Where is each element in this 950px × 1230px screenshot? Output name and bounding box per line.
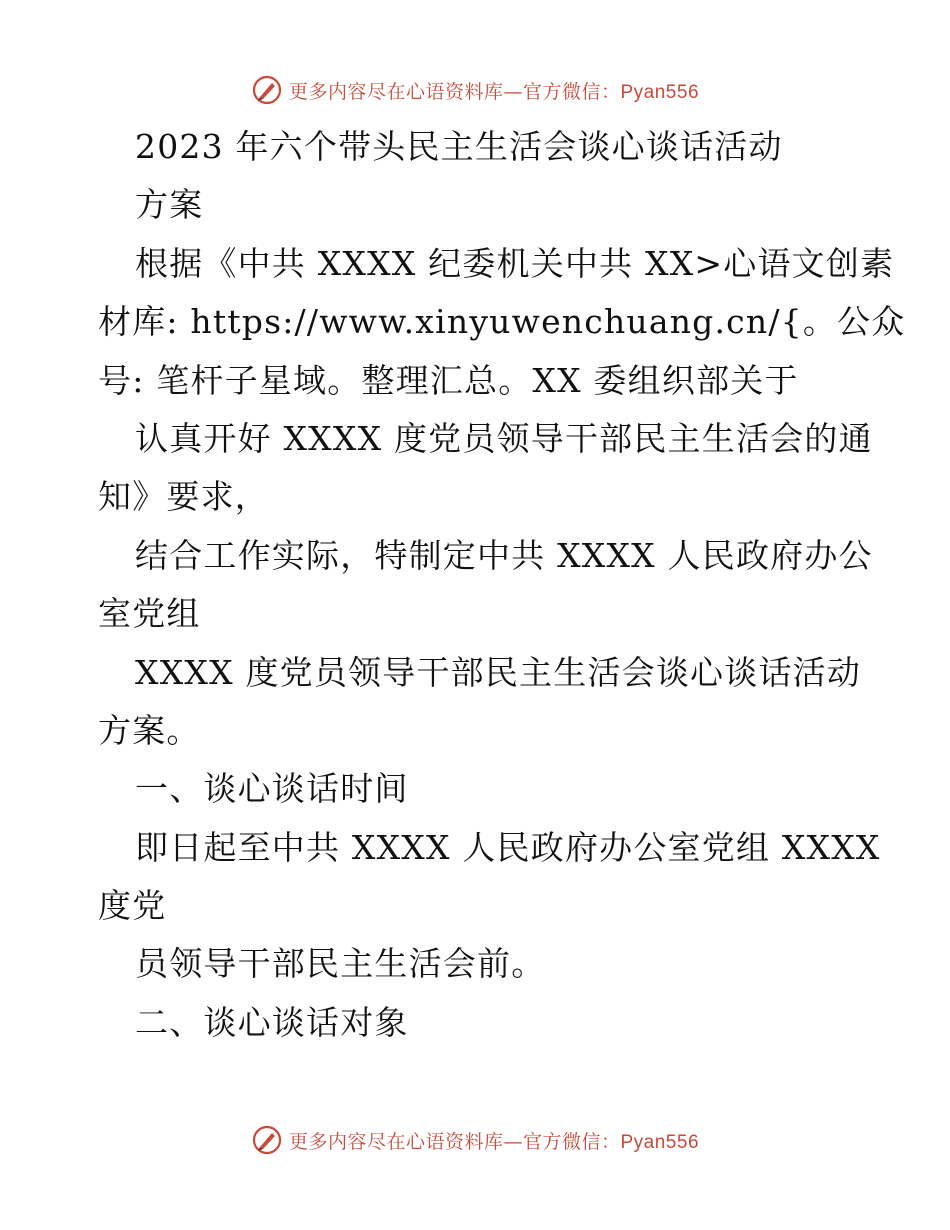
paragraph-line: 根据《中共 XXXX 纪委机关中共 XX>心语文创素 [135,243,895,283]
footer-watermark [251,1124,699,1156]
paragraph-line: 号: 笔杆子星域。整理汇总。XX 委组织部关于 [98,360,799,400]
paragraph-line: 材库: https://www.xinyuwenchuang.cn/{。公众 [98,302,906,342]
header-watermark-banner [0,70,950,110]
watermark-text: 更多内容尽在心语资料库—官方微信：Pyan556 [288,80,700,103]
footer-watermark-banner [0,1120,950,1160]
doc-title-line-2: 方案 [135,185,204,225]
doc-title-line-1: 2023 年六个带头民主生活会谈心谈话活动 [135,127,783,166]
paragraph-line: 方案。 [98,710,201,750]
paragraph-line: 知》要求， [98,477,269,517]
paragraph-line: 员领导干部民主生活会前。 [135,944,546,984]
paragraph-line: 室党组 [98,594,201,634]
paragraph-line: XXXX 度党员领导干部民主生活会谈心谈话活动 [135,652,862,692]
document-body [98,118,906,1052]
header-watermark [251,74,699,106]
paragraph-line: 即日起至中共 XXXX 人民政府办公室党组 XXXX [135,827,881,867]
paragraph-line: 结合工作实际，特制定中共 XXXX 人民政府办公 [135,535,873,575]
pen-logo-icon [251,1124,283,1156]
section-heading-2: 二、谈心谈话对象 [135,1002,409,1042]
watermark-text: 更多内容尽在心语资料库—官方微信：Pyan556 [288,1130,700,1153]
section-heading-1: 一、谈心谈话时间 [135,769,409,809]
paragraph-line: 度党 [98,886,167,926]
paragraph-line: 认真开好 XXXX 度党员领导干部民主生活会的通 [135,418,873,458]
pen-logo-icon [251,74,283,106]
